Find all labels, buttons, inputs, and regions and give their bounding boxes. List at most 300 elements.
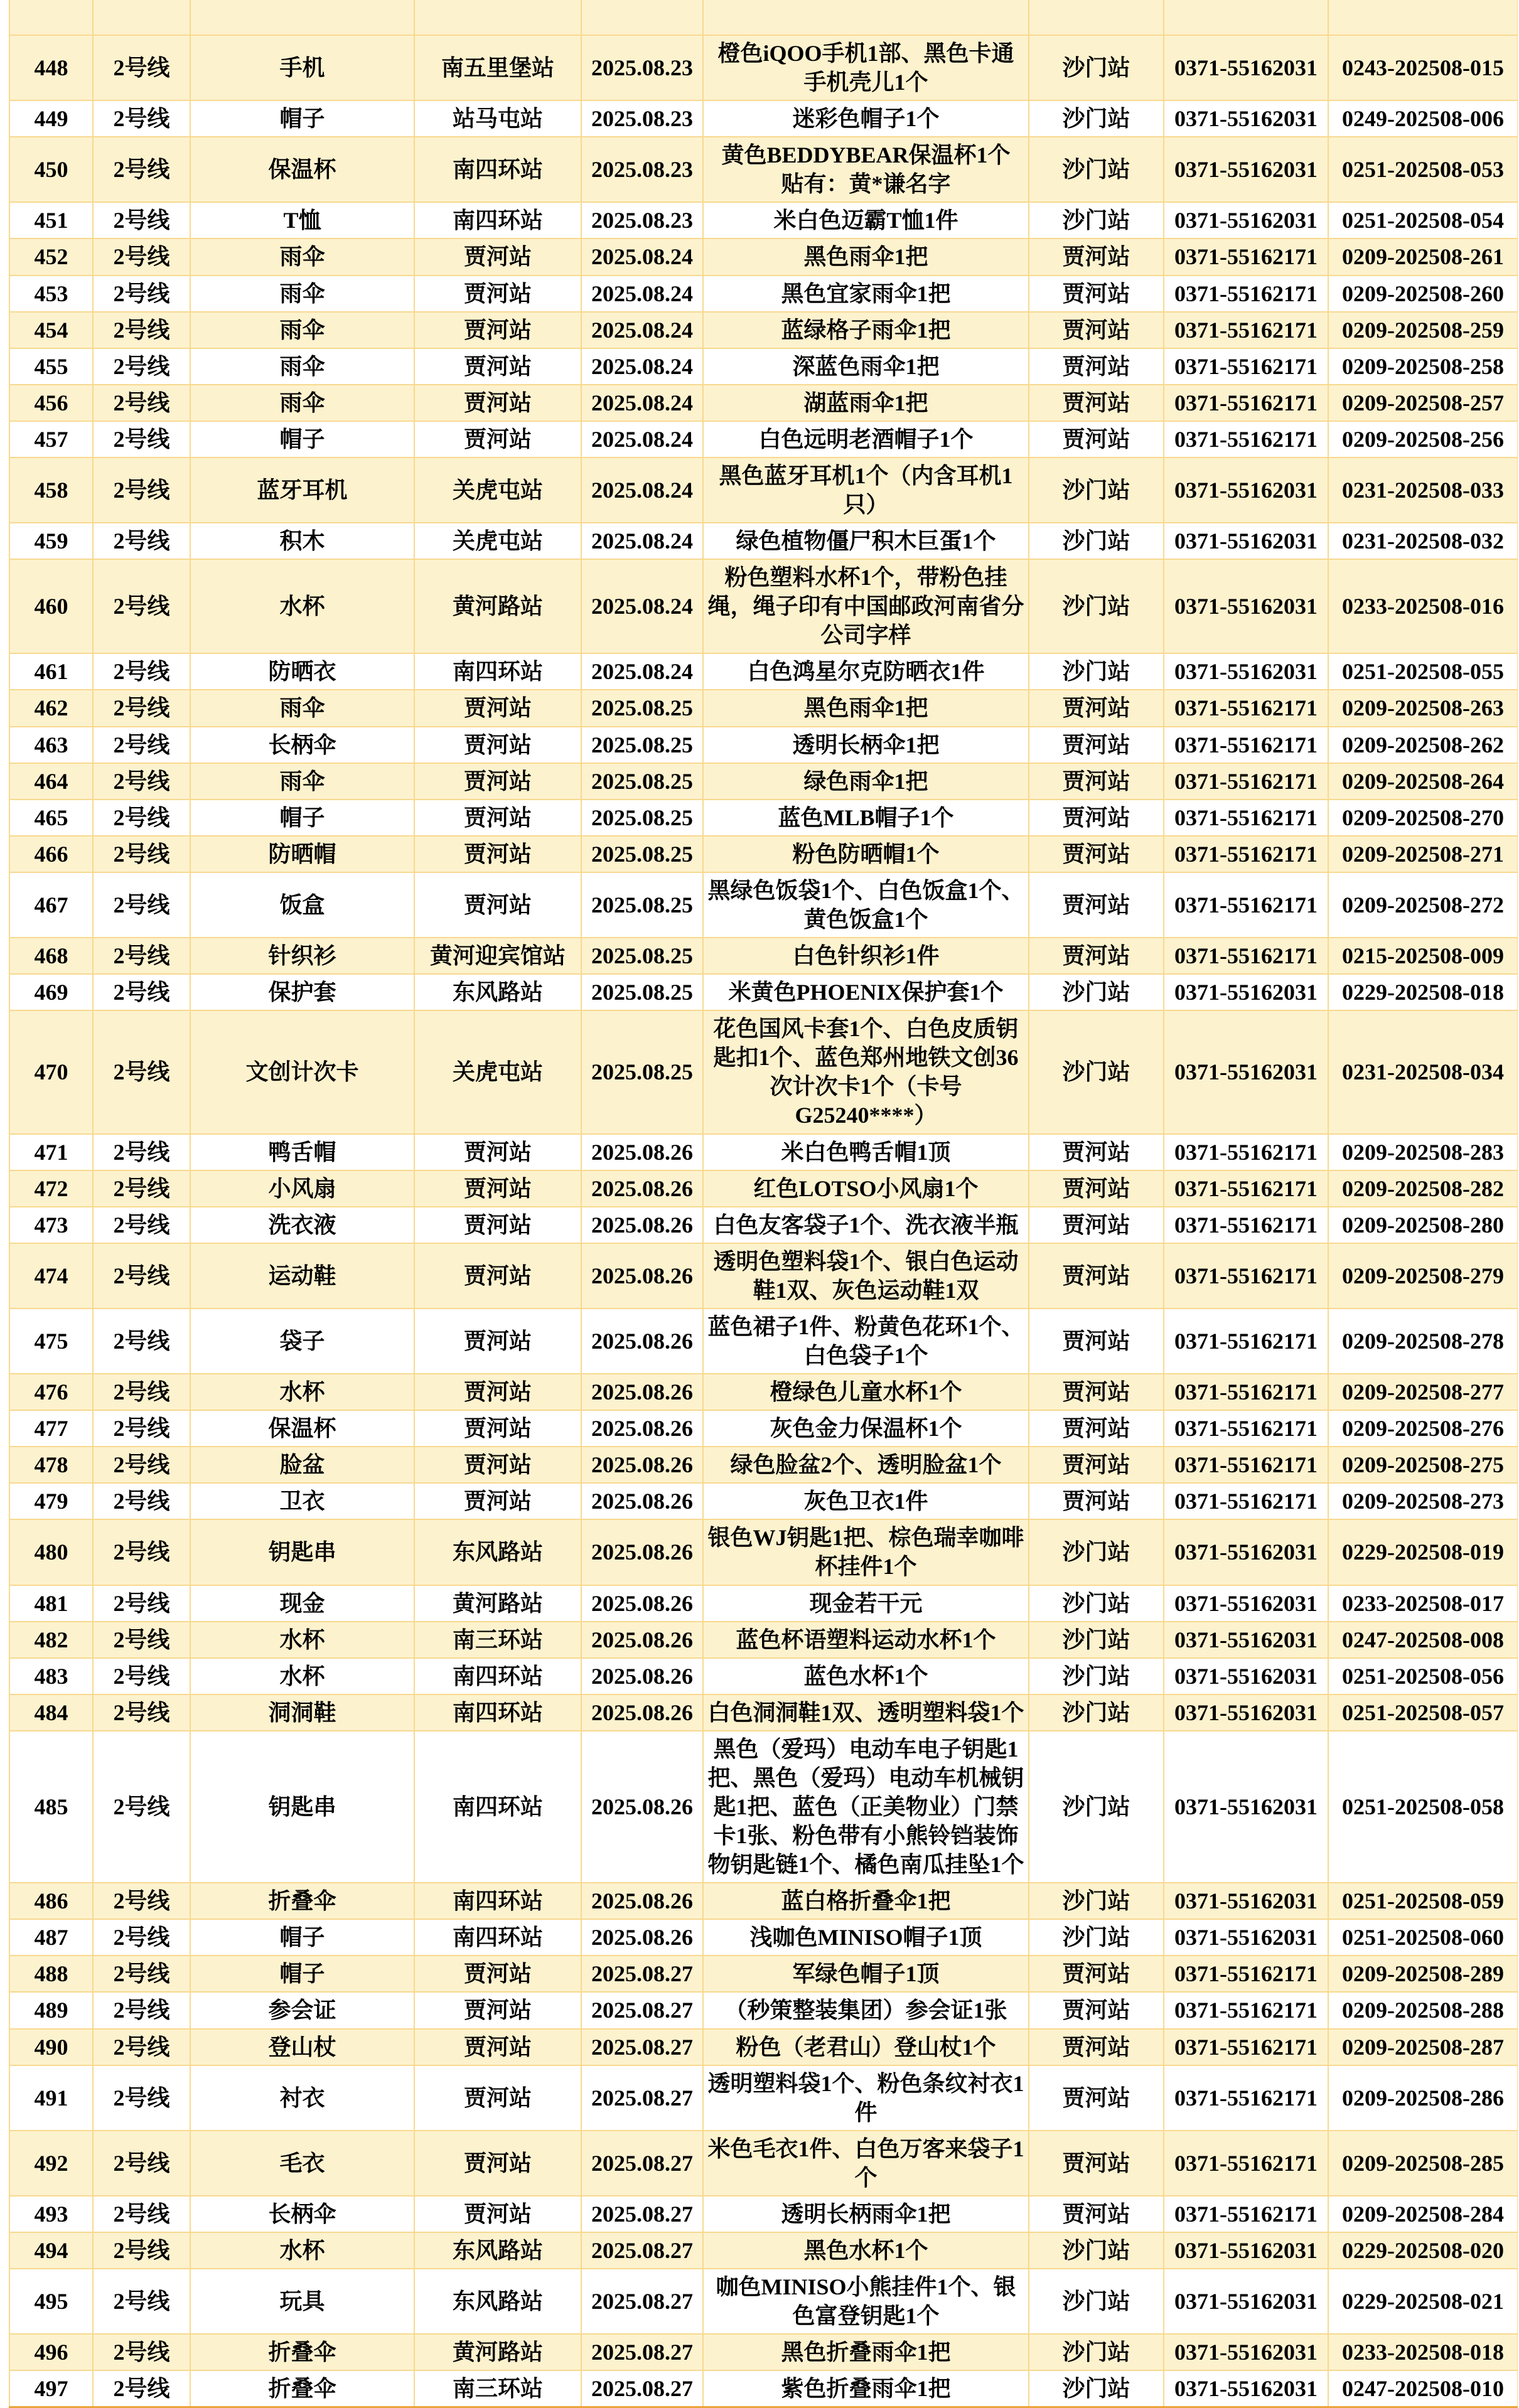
cell-serial-number: 475 [9, 1308, 93, 1374]
cell-item-name: 脸盆 [190, 1447, 414, 1483]
table-row [9, 385, 1518, 421]
cell-station-found: 贾河站 [414, 2029, 581, 2065]
cell-item-name: 水杯 [190, 1622, 414, 1658]
cell-item-name: 雨伞 [190, 385, 414, 421]
cell-item-name: 卫衣 [190, 1483, 414, 1519]
cell-record-number: 0231-202508-032 [1328, 523, 1518, 559]
cell-record-number: 0209-202508-260 [1328, 276, 1518, 312]
lost-and-found-sheet [9, 0, 1518, 2408]
cell-serial-number: 494 [9, 2232, 93, 2269]
cell-storage-station: 贾河站 [1029, 276, 1164, 312]
cell-item-name: 钥匙串 [190, 1519, 414, 1585]
cell-serial-number: 459 [9, 523, 93, 559]
table-row [9, 836, 1518, 872]
cell-line-name: 2号线 [93, 1622, 190, 1658]
cell-storage-station: 沙门站 [1029, 1694, 1164, 1731]
cell-date-found: 2025.08.25 [581, 800, 703, 836]
cell-serial-number: 474 [9, 1243, 93, 1308]
cell-line-name: 2号线 [93, 1483, 190, 1519]
cell-record-number: 0209-202508-256 [1328, 421, 1518, 458]
cell-station-found: 黄河迎宾馆站 [414, 938, 581, 974]
cell-serial-number: 468 [9, 938, 93, 974]
table-row [9, 1519, 1518, 1585]
cell-station-found: 贾河站 [414, 1243, 581, 1308]
table-row [9, 1622, 1518, 1658]
cell-line-name: 2号线 [93, 1170, 190, 1207]
cell-serial-number: 450 [9, 137, 93, 202]
cell-line-name: 2号线 [93, 523, 190, 559]
cell-record-number: 0249-202508-006 [1328, 100, 1518, 137]
cell-item-description: 米黄色PHOENIX保护套1个 [703, 974, 1029, 1010]
cell-contact-phone: 0371-55162171 [1164, 1170, 1328, 1207]
cell-station-found: 南五里堡站 [414, 35, 581, 100]
cell-item-description: 银色WJ钥匙1把、棕色瑞幸咖啡杯挂件1个 [703, 1519, 1029, 1585]
cell-date-found: 2025.08.26 [581, 1170, 703, 1207]
cell-station-found: 贾河站 [414, 872, 581, 938]
cell-item-name: 蓝牙耳机 [190, 458, 414, 523]
cell-station-found: 南四环站 [414, 1694, 581, 1731]
cell-item-name: 保温杯 [190, 1410, 414, 1447]
cell-date-found: 2025.08.27 [581, 2334, 703, 2370]
cell-item-description: 浅咖色MINISO帽子1顶 [703, 1919, 1029, 1956]
table-row [9, 2334, 1518, 2370]
cell-serial-number: 457 [9, 421, 93, 458]
cell-line-name: 2号线 [93, 458, 190, 523]
table-row [9, 100, 1518, 137]
cell-line-name: 2号线 [93, 348, 190, 385]
cell-record-number: 0209-202508-258 [1328, 348, 1518, 385]
cell-line-name: 2号线 [93, 1883, 190, 1919]
cell-record-number: 0251-202508-056 [1328, 1658, 1518, 1694]
cell-serial-number: 492 [9, 2131, 93, 2196]
cell-serial-number: 485 [9, 1731, 93, 1883]
cell-serial-number: 479 [9, 1483, 93, 1519]
cell-station-found: 贾河站 [414, 727, 581, 763]
cell-storage-station: 沙门站 [1029, 1585, 1164, 1622]
cell-contact-phone: 0371-55162031 [1164, 1919, 1328, 1956]
cell-item-description: 黑色宜家雨伞1把 [703, 276, 1029, 312]
cell-line-name: 2号线 [93, 872, 190, 938]
cell-station-found: 南三环站 [414, 2370, 581, 2407]
cell-storage-station: 贾河站 [1029, 800, 1164, 836]
cell-contact-phone: 0371-55162031 [1164, 1010, 1328, 1133]
table-row [9, 800, 1518, 836]
cell-serial-number: 489 [9, 1992, 93, 2028]
cell-contact-phone: 0371-55162171 [1164, 727, 1328, 763]
cell-storage-station: 贾河站 [1029, 763, 1164, 800]
cell-record-number: 0209-202508-287 [1328, 2029, 1518, 2065]
cell-date-found: 2025.08.27 [581, 2370, 703, 2407]
cell-serial-number: 472 [9, 1170, 93, 1207]
table-row [9, 1374, 1518, 1410]
cell-item-description: 灰色卫衣1件 [703, 1483, 1029, 1519]
cell-date-found: 2025.08.23 [581, 100, 703, 137]
cell-date-found: 2025.08.26 [581, 1207, 703, 1243]
table-row [9, 1170, 1518, 1207]
table-row [9, 1134, 1518, 1170]
cell-storage-station: 沙门站 [1029, 1622, 1164, 1658]
cell-item-name: 水杯 [190, 1658, 414, 1694]
cell-item-description: 粉色塑料水杯1个，带粉色挂绳，绳子印有中国邮政河南省分公司字样 [703, 559, 1029, 653]
cell-item-description: 透明长柄伞1把 [703, 727, 1029, 763]
cell-station-found: 关虎屯站 [414, 523, 581, 559]
cell-record-number: 0209-202508-288 [1328, 1992, 1518, 2028]
cell-station-found: 贾河站 [414, 348, 581, 385]
cell-item-description: 粉色防晒帽1个 [703, 836, 1029, 872]
table-row [9, 2065, 1518, 2131]
cell-station-found: 黄河路站 [414, 2334, 581, 2370]
cell-record-number: 0251-202508-054 [1328, 202, 1518, 238]
cell-storage-station: 贾河站 [1029, 385, 1164, 421]
cell-record-number: 0229-202508-020 [1328, 2232, 1518, 2269]
cell-station-found: 关虎屯站 [414, 458, 581, 523]
cell-record-number: 0209-202508-262 [1328, 727, 1518, 763]
table-row [9, 727, 1518, 763]
cell-line-name: 2号线 [93, 1519, 190, 1585]
cell-line-name: 2号线 [93, 2131, 190, 2196]
cell-line-name: 2号线 [93, 727, 190, 763]
cell-station-found: 东风路站 [414, 1519, 581, 1585]
cell-serial-number: 471 [9, 1134, 93, 1170]
cell-item-name: 毛衣 [190, 2131, 414, 2196]
cell-contact-phone: 0371-55162171 [1164, 1243, 1328, 1308]
cell-item-description: 蓝色水杯1个 [703, 1658, 1029, 1694]
cell-line-name: 2号线 [93, 1992, 190, 2028]
cell-contact-phone: 0371-55162031 [1164, 1622, 1328, 1658]
table-row [9, 559, 1518, 653]
cell-date-found: 2025.08.27 [581, 2232, 703, 2269]
cell-storage-station: 贾河站 [1029, 1308, 1164, 1374]
cell-record-number: 0229-202508-018 [1328, 974, 1518, 1010]
cell-item-name: 帽子 [190, 1919, 414, 1956]
cell-date-found: 2025.08.26 [581, 1308, 703, 1374]
cell-date-found: 2025.08.24 [581, 523, 703, 559]
cell-item-name: 雨伞 [190, 690, 414, 726]
cell-contact-phone: 0371-55162171 [1164, 348, 1328, 385]
cell-record-number: 0209-202508-285 [1328, 2131, 1518, 2196]
cell-record-number: 0209-202508-280 [1328, 1207, 1518, 1243]
cell-record-number: 0209-202508-259 [1328, 312, 1518, 348]
empty-cell [1029, 0, 1164, 35]
cell-serial-number: 490 [9, 2029, 93, 2065]
cell-contact-phone: 0371-55162171 [1164, 938, 1328, 974]
cell-item-name: 折叠伞 [190, 2370, 414, 2407]
cell-serial-number: 454 [9, 312, 93, 348]
cell-contact-phone: 0371-55162031 [1164, 1585, 1328, 1622]
cell-storage-station: 沙门站 [1029, 1731, 1164, 1883]
table-body [9, 0, 1518, 2407]
cell-contact-phone: 0371-55162171 [1164, 763, 1328, 800]
cell-record-number: 0231-202508-034 [1328, 1010, 1518, 1133]
cell-storage-station: 贾河站 [1029, 238, 1164, 275]
cell-station-found: 南三环站 [414, 1622, 581, 1658]
cell-date-found: 2025.08.23 [581, 35, 703, 100]
cell-item-description: 黑色蓝牙耳机1个（内含耳机1只） [703, 458, 1029, 523]
cell-item-name: 长柄伞 [190, 727, 414, 763]
cell-contact-phone: 0371-55162171 [1164, 1207, 1328, 1243]
cell-date-found: 2025.08.24 [581, 276, 703, 312]
cell-station-found: 贾河站 [414, 1308, 581, 1374]
cell-item-name: 洗衣液 [190, 1207, 414, 1243]
cell-storage-station: 贾河站 [1029, 1170, 1164, 1207]
cell-station-found: 贾河站 [414, 1410, 581, 1447]
cell-line-name: 2号线 [93, 421, 190, 458]
cell-station-found: 关虎屯站 [414, 1010, 581, 1133]
cell-serial-number: 462 [9, 690, 93, 726]
cell-line-name: 2号线 [93, 1585, 190, 1622]
cell-station-found: 贾河站 [414, 1956, 581, 1992]
cell-serial-number: 460 [9, 559, 93, 653]
cell-contact-phone: 0371-55162031 [1164, 1658, 1328, 1694]
cell-station-found: 贾河站 [414, 312, 581, 348]
cell-item-name: 长柄伞 [190, 2196, 414, 2232]
cell-item-description: 黑色水杯1个 [703, 2232, 1029, 2269]
cell-line-name: 2号线 [93, 1731, 190, 1883]
cell-contact-phone: 0371-55162171 [1164, 2029, 1328, 2065]
cell-line-name: 2号线 [93, 1658, 190, 1694]
cell-serial-number: 469 [9, 974, 93, 1010]
cell-item-description: 蓝白格折叠伞1把 [703, 1883, 1029, 1919]
cell-item-description: 迷彩色帽子1个 [703, 100, 1029, 137]
empty-cell [1164, 0, 1328, 35]
cell-serial-number: 484 [9, 1694, 93, 1731]
cell-date-found: 2025.08.26 [581, 1483, 703, 1519]
cell-station-found: 贾河站 [414, 2196, 581, 2232]
cell-station-found: 贾河站 [414, 1374, 581, 1410]
cell-serial-number: 461 [9, 653, 93, 690]
cell-storage-station: 贾河站 [1029, 836, 1164, 872]
cell-item-description: 黄色BEDDYBEAR保温杯1个 贴有：黄*谦名字 [703, 137, 1029, 202]
cell-date-found: 2025.08.27 [581, 2065, 703, 2131]
cell-item-description: 花色国风卡套1个、白色皮质钥匙扣1个、蓝色郑州地铁文创36次计次卡1个（卡号G25240****） [703, 1010, 1029, 1133]
table-row [9, 2131, 1518, 2196]
table-row [9, 974, 1518, 1010]
cell-storage-station: 贾河站 [1029, 2131, 1164, 2196]
cell-contact-phone: 0371-55162171 [1164, 836, 1328, 872]
cell-station-found: 南四环站 [414, 1658, 581, 1694]
cell-contact-phone: 0371-55162031 [1164, 2232, 1328, 2269]
cell-date-found: 2025.08.25 [581, 872, 703, 938]
cell-contact-phone: 0371-55162171 [1164, 1992, 1328, 2028]
cell-storage-station: 沙门站 [1029, 1519, 1164, 1585]
cell-record-number: 0215-202508-009 [1328, 938, 1518, 974]
cell-storage-station: 沙门站 [1029, 559, 1164, 653]
table-row [9, 1585, 1518, 1622]
table-row [9, 1658, 1518, 1694]
cell-contact-phone: 0371-55162031 [1164, 1519, 1328, 1585]
cell-item-name: 帽子 [190, 421, 414, 458]
cell-item-name: 帽子 [190, 100, 414, 137]
cell-storage-station: 贾河站 [1029, 2196, 1164, 2232]
cell-record-number: 0209-202508-286 [1328, 2065, 1518, 2131]
cell-station-found: 南四环站 [414, 1731, 581, 1883]
cell-item-description: 白色针织衫1件 [703, 938, 1029, 974]
cell-record-number: 0209-202508-275 [1328, 1447, 1518, 1483]
table-row [9, 1919, 1518, 1956]
cell-date-found: 2025.08.24 [581, 348, 703, 385]
cell-item-name: 针织衫 [190, 938, 414, 974]
cell-record-number: 0209-202508-289 [1328, 1956, 1518, 1992]
cell-item-description: 绿色脸盆2个、透明脸盆1个 [703, 1447, 1029, 1483]
cell-date-found: 2025.08.24 [581, 559, 703, 653]
cell-serial-number: 495 [9, 2269, 93, 2334]
cell-station-found: 贾河站 [414, 421, 581, 458]
cell-serial-number: 464 [9, 763, 93, 800]
cell-item-name: 帽子 [190, 800, 414, 836]
table-row [9, 763, 1518, 800]
cell-record-number: 0209-202508-264 [1328, 763, 1518, 800]
cell-storage-station: 贾河站 [1029, 872, 1164, 938]
cell-storage-station: 贾河站 [1029, 1447, 1164, 1483]
cell-item-description: 绿色雨伞1把 [703, 763, 1029, 800]
cell-serial-number: 480 [9, 1519, 93, 1585]
cell-serial-number: 453 [9, 276, 93, 312]
cell-item-name: 积木 [190, 523, 414, 559]
cell-date-found: 2025.08.24 [581, 312, 703, 348]
cell-item-description: 蓝色裙子1件、粉黄色花环1个、白色袋子1个 [703, 1308, 1029, 1374]
cell-item-description: 米白色迈霸T恤1件 [703, 202, 1029, 238]
cell-storage-station: 贾河站 [1029, 2029, 1164, 2065]
cell-date-found: 2025.08.26 [581, 1374, 703, 1410]
cell-contact-phone: 0371-55162031 [1164, 1694, 1328, 1731]
cell-serial-number: 458 [9, 458, 93, 523]
cell-item-name: 水杯 [190, 2232, 414, 2269]
cell-contact-phone: 0371-55162171 [1164, 1447, 1328, 1483]
cell-station-found: 贾河站 [414, 690, 581, 726]
cell-date-found: 2025.08.26 [581, 1519, 703, 1585]
cell-date-found: 2025.08.27 [581, 2196, 703, 2232]
table-row [9, 1694, 1518, 1731]
cell-station-found: 贾河站 [414, 238, 581, 275]
cell-line-name: 2号线 [93, 2370, 190, 2407]
table-row [9, 872, 1518, 938]
cell-station-found: 贾河站 [414, 1447, 581, 1483]
table-row [9, 1308, 1518, 1374]
cell-serial-number: 482 [9, 1622, 93, 1658]
cell-storage-station: 贾河站 [1029, 938, 1164, 974]
cell-date-found: 2025.08.26 [581, 1731, 703, 1883]
cell-contact-phone: 0371-55162171 [1164, 385, 1328, 421]
cell-contact-phone: 0371-55162031 [1164, 974, 1328, 1010]
cell-station-found: 南四环站 [414, 137, 581, 202]
cell-record-number: 0251-202508-057 [1328, 1694, 1518, 1731]
cell-storage-station: 贾河站 [1029, 1992, 1164, 2028]
cell-serial-number: 467 [9, 872, 93, 938]
cell-storage-station: 沙门站 [1029, 1658, 1164, 1694]
cell-contact-phone: 0371-55162171 [1164, 1374, 1328, 1410]
cell-contact-phone: 0371-55162031 [1164, 2334, 1328, 2370]
table-row [9, 137, 1518, 202]
cell-date-found: 2025.08.25 [581, 1010, 703, 1133]
empty-cell [9, 0, 93, 35]
cell-item-description: 橙色iQOO手机1部、黑色卡通手机壳儿1个 [703, 35, 1029, 100]
cell-contact-phone: 0371-55162171 [1164, 1134, 1328, 1170]
cell-station-found: 贾河站 [414, 836, 581, 872]
cell-record-number: 0209-202508-284 [1328, 2196, 1518, 2232]
cell-line-name: 2号线 [93, 238, 190, 275]
cell-item-description: 透明色塑料袋1个、银白色运动鞋1双、灰色运动鞋1双 [703, 1243, 1029, 1308]
cell-line-name: 2号线 [93, 1207, 190, 1243]
cell-serial-number: 466 [9, 836, 93, 872]
table-row [9, 1410, 1518, 1447]
cell-contact-phone: 0371-55162031 [1164, 559, 1328, 653]
cell-line-name: 2号线 [93, 1374, 190, 1410]
table-row [9, 1483, 1518, 1519]
cell-line-name: 2号线 [93, 2269, 190, 2334]
cell-contact-phone: 0371-55162031 [1164, 1883, 1328, 1919]
cell-station-found: 贾河站 [414, 800, 581, 836]
cell-record-number: 0209-202508-279 [1328, 1243, 1518, 1308]
cell-line-name: 2号线 [93, 1243, 190, 1308]
table-row [9, 1447, 1518, 1483]
cell-line-name: 2号线 [93, 1134, 190, 1170]
cell-item-name: 玩具 [190, 2269, 414, 2334]
table-row [9, 1010, 1518, 1133]
cell-station-found: 贾河站 [414, 1207, 581, 1243]
cell-item-description: 粉色（老君山）登山杖1个 [703, 2029, 1029, 2065]
cell-item-name: 运动鞋 [190, 1243, 414, 1308]
cell-station-found: 贾河站 [414, 1134, 581, 1170]
cell-storage-station: 贾河站 [1029, 1207, 1164, 1243]
cell-line-name: 2号线 [93, 35, 190, 100]
table-row [9, 1207, 1518, 1243]
cell-item-name: 保温杯 [190, 137, 414, 202]
table-row [9, 2196, 1518, 2232]
empty-cell [1328, 0, 1518, 35]
cell-contact-phone: 0371-55162171 [1164, 2065, 1328, 2131]
cell-item-description: 红色LOTSO小风扇1个 [703, 1170, 1029, 1207]
cell-record-number: 0247-202508-010 [1328, 2370, 1518, 2407]
cell-storage-station: 贾河站 [1029, 1134, 1164, 1170]
cell-line-name: 2号线 [93, 1919, 190, 1956]
cell-date-found: 2025.08.26 [581, 1585, 703, 1622]
cell-line-name: 2号线 [93, 2196, 190, 2232]
cell-contact-phone: 0371-55162171 [1164, 800, 1328, 836]
cell-line-name: 2号线 [93, 1308, 190, 1374]
table-row [9, 690, 1518, 726]
cell-serial-number: 497 [9, 2370, 93, 2407]
cell-item-name: 雨伞 [190, 238, 414, 275]
cell-serial-number: 449 [9, 100, 93, 137]
cell-date-found: 2025.08.23 [581, 202, 703, 238]
cell-serial-number: 451 [9, 202, 93, 238]
cell-line-name: 2号线 [93, 312, 190, 348]
cell-line-name: 2号线 [93, 385, 190, 421]
empty-cell [93, 0, 190, 35]
cell-serial-number: 448 [9, 35, 93, 100]
cell-date-found: 2025.08.25 [581, 836, 703, 872]
cell-storage-station: 沙门站 [1029, 653, 1164, 690]
cell-item-description: 黑色折叠雨伞1把 [703, 2334, 1029, 2370]
cell-item-description: 透明塑料袋1个、粉色条纹衬衣1件 [703, 2065, 1029, 2131]
cell-date-found: 2025.08.26 [581, 1694, 703, 1731]
cell-date-found: 2025.08.24 [581, 458, 703, 523]
table-row [9, 2269, 1518, 2334]
cell-record-number: 0243-202508-015 [1328, 35, 1518, 100]
cell-date-found: 2025.08.27 [581, 1956, 703, 1992]
cell-serial-number: 493 [9, 2196, 93, 2232]
cell-item-name: 洞洞鞋 [190, 1694, 414, 1731]
cell-storage-station: 贾河站 [1029, 1956, 1164, 1992]
cell-date-found: 2025.08.26 [581, 1658, 703, 1694]
cell-contact-phone: 0371-55162031 [1164, 523, 1328, 559]
cell-contact-phone: 0371-55162171 [1164, 421, 1328, 458]
cell-item-description: 灰色金力保温杯1个 [703, 1410, 1029, 1447]
cell-item-description: 深蓝色雨伞1把 [703, 348, 1029, 385]
cell-item-name: 饭盒 [190, 872, 414, 938]
cell-item-description: 米色毛衣1件、白色万客来袋子1个 [703, 2131, 1029, 2196]
cell-contact-phone: 0371-55162171 [1164, 690, 1328, 726]
